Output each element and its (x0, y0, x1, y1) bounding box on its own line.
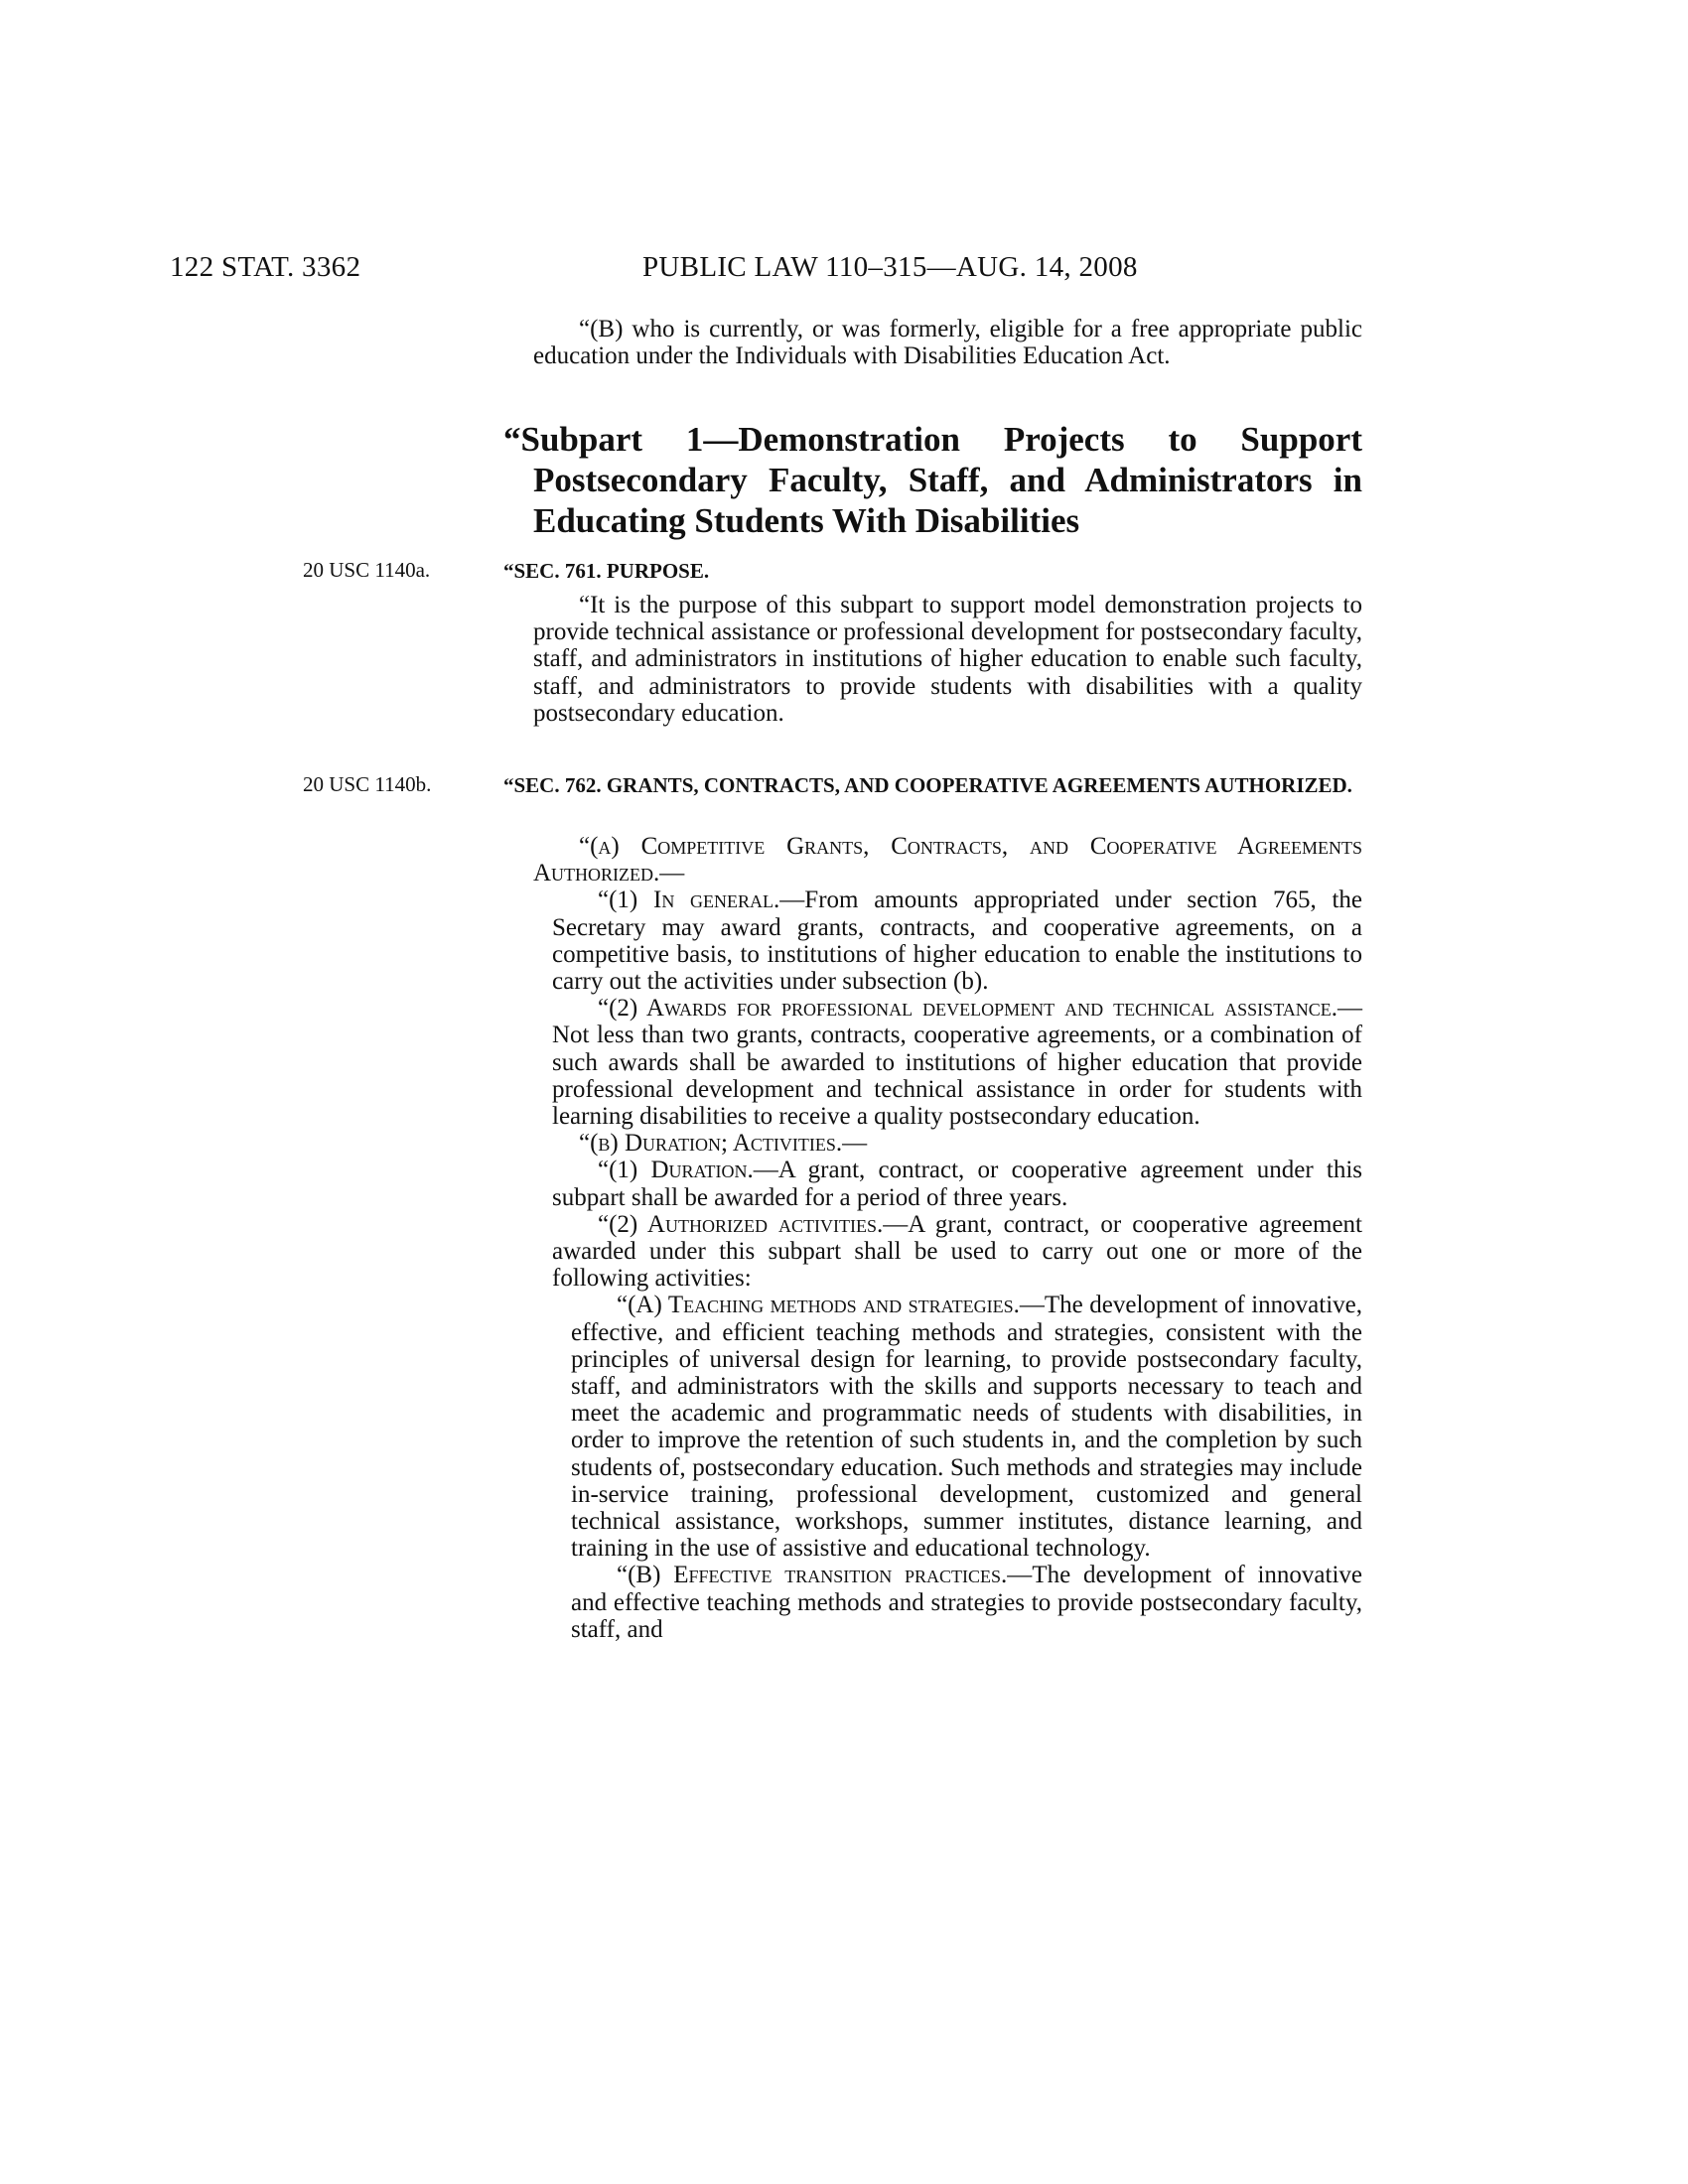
subsection-a-heading: “(a) Competitive Grants, Contracts, and Cooperative Agreements Authorized.— (533, 833, 1362, 887)
margin-note-1140b: 20 USC 1140b. (303, 772, 432, 796)
intro-clause (533, 316, 1362, 369)
running-header: PUBLIC LAW 110–315—AUG. 14, 2008 (642, 251, 1138, 283)
paragraph-b2 (533, 1211, 1362, 1293)
subparagraph-bB-label: “(B) Effective transition practices.— (617, 1562, 1033, 1589)
paragraph-a2-label: “(2) Awards for professional development and technical assistance.— (598, 995, 1362, 1023)
paragraph-a2 (533, 995, 1362, 1130)
subsection-b-heading: “(b) Duration; Activities.— (579, 1130, 868, 1158)
subparagraph-bA-label: “(A) Teaching methods and strategies.— (617, 1292, 1045, 1319)
paragraph-b2-label: “(2) Authorized activities.— (598, 1210, 909, 1238)
sec-762-body (533, 833, 1362, 1643)
paragraph-a2-text: Not less than two grants, contracts, cooperative agreements, or a combination of such awards shall be awarded to institutions of higher education that provide professional development and technical assistance in order for students with learning disabilities to receive a quality postsecondary education. (552, 1022, 1362, 1131)
subpart-title: “Subpart 1—Demonstration Projects to Support Postsecondary Faculty, Staff, and Administrators in Educating Students With Disabilities (503, 420, 1362, 540)
sec-761-text: “It is the purpose of this subpart to support model demonstration projects to provide technical assistance or professional development for postsecondary faculty, staff, and administrators in institutions of higher education to enable such faculty, staff, and administrators to provide students with disabilities with a quality postsecondary education. (533, 592, 1362, 727)
paragraph-b2-text: A grant, contract, or cooperative agreement awarded under this subpart shall be used to carry out one or more of the following activities: (552, 1210, 1362, 1293)
sec-761-heading: “SEC. 761. PURPOSE. (503, 559, 710, 583)
paragraph-b1-text: A grant, contract, or cooperative agreement under this subpart shall be awarded for a period of three years. (552, 1157, 1362, 1211)
paragraph-b1 (533, 1157, 1362, 1210)
sec-762-heading: “SEC. 762. GRANTS, CONTRACTS, AND COOPERATIVE AGREEMENTS AUTHORIZED. (503, 773, 1352, 797)
paragraph-a1-label: “(1) In general.— (598, 887, 805, 914)
paragraph-a1 (533, 887, 1362, 995)
margin-note-1140a: 20 USC 1140a. (303, 558, 431, 582)
sec-761-body (533, 592, 1362, 727)
subparagraph-bA (533, 1292, 1362, 1562)
paragraph-b1-label: “(1) Duration.— (598, 1157, 778, 1184)
paragraph-a1-text: From amounts appropriated under section 765, the Secretary may award grants, contracts, and cooperative agreements, on a competitive basis, to institutions of higher education to enable the institutions to carry out the activities under subsection (b). (552, 887, 1362, 996)
clause-b-text: “(B) who is currently, or was formerly, eligible for a free appropriate public education under the Individuals with Disabilities Education Act. (533, 316, 1362, 370)
subparagraph-bB (533, 1562, 1362, 1643)
page-stat-citation: 122 STAT. 3362 (170, 251, 361, 283)
subparagraph-bB-text: The development of innovative and effective teaching methods and strategies to provide postsecondary faculty, staff, and (571, 1562, 1362, 1643)
subparagraph-bA-text: The development of innovative, effective, and efficient teaching methods and strategies, consistent with the principles of universal design for learning, to provide postsecondary faculty, staff, and administrators with the skills and supports necessary to teach and meet the academic and programmatic needs of students with disabilities, in order to improve the retention of such students in, and the completion by such students of, postsecondary education. Such methods and strategies may include in-service training, professional development, customized and general technical assistance, workshops, summer institutes, distance learning, and training in the use of assistive and educational technology. (571, 1292, 1362, 1563)
